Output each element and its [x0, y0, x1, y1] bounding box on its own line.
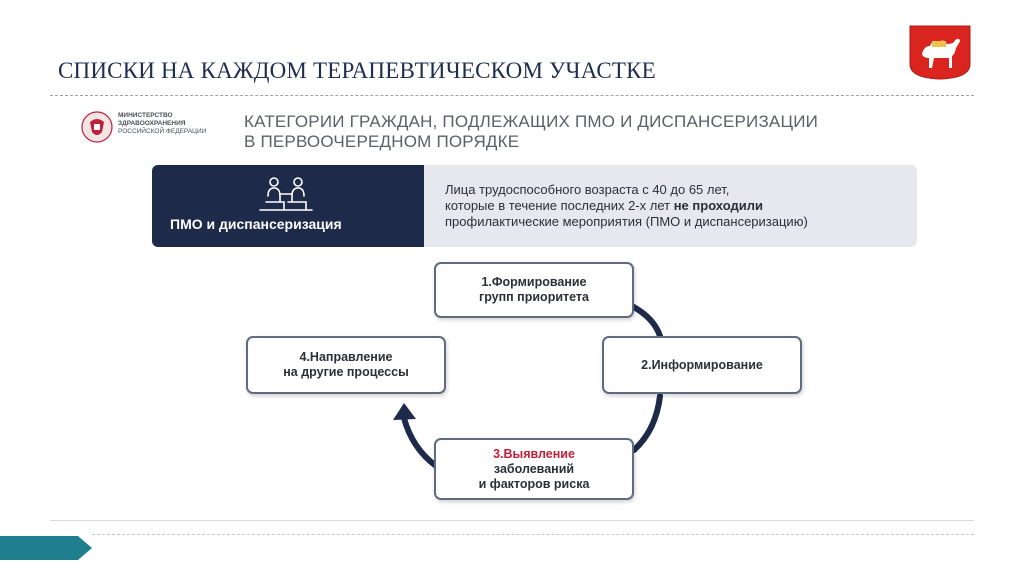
banner-text: Лица трудоспособного возраста с 40 до 65 лет, которые в течение последних 2-х лет не проходили профилактические мероприятия (ПМО и диспансеризацию): [445, 182, 808, 229]
connector-2-3: [634, 396, 660, 450]
bottom-divider: [50, 520, 974, 521]
footer-divider: [92, 534, 974, 535]
connector-3-4: [404, 418, 436, 466]
slide-title: СПИСКИ НА КАЖДОМ ТЕРАПЕВТИЧЕСКОМ УЧАСТКЕ: [58, 58, 656, 83]
arrowhead-3-4: [393, 403, 416, 420]
step-4-box: 4.Направление на другие процессы: [246, 336, 446, 394]
connector-1-2: [632, 306, 660, 336]
ministry-name: МИНИСТЕРСТВО ЗДРАВООХРАНЕНИЯ РОССИЙСКОЙ ФЕДЕРАЦИИ: [118, 112, 207, 135]
step-3-box: 3.Выявление заболеваний и факторов риска: [434, 438, 634, 500]
step-1-box: 1.Формирование групп приоритета: [434, 262, 634, 318]
step-2-box: 2.Информирование: [602, 336, 802, 394]
footer-arrow-icon: [0, 536, 92, 560]
banner-label: ПМО и диспансеризация: [170, 216, 342, 232]
categories-title: КАТЕГОРИИ ГРАЖДАН, ПОДЛЕЖАЩИХ ПМО И ДИСПАНСЕРИЗАЦИИ В ПЕРВООЧЕРЕДНОМ ПОРЯДКЕ: [244, 112, 819, 151]
